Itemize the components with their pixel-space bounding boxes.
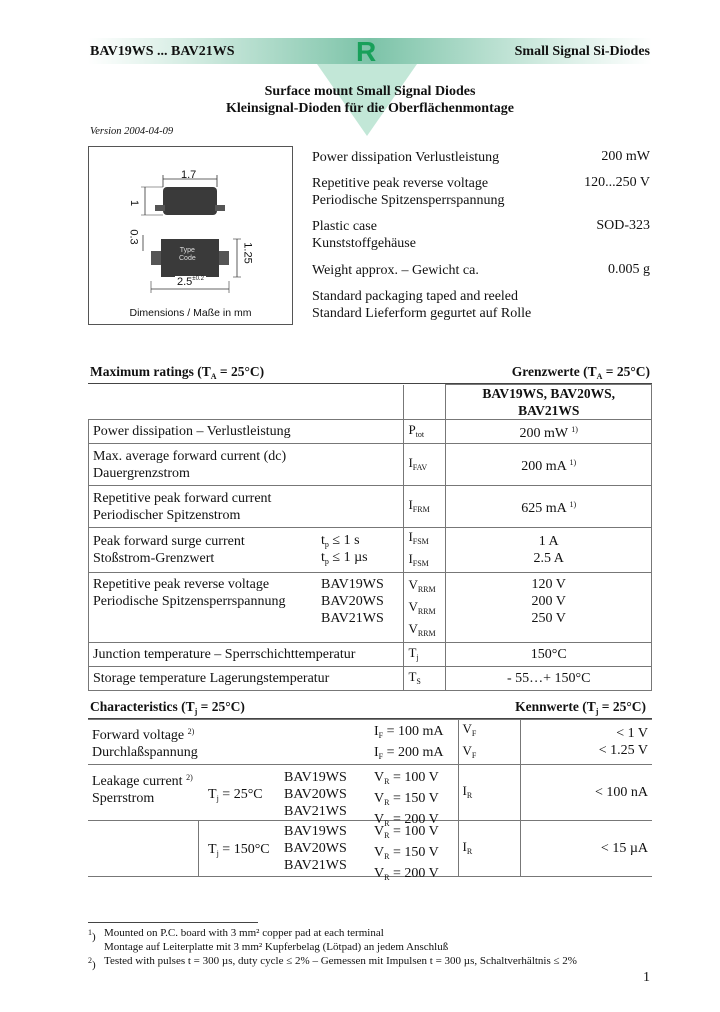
- fwd-values: [520, 720, 652, 765]
- symbol-main: V: [408, 599, 418, 614]
- value-text: 200 mA: [521, 459, 566, 474]
- footnote-2-text: Tested with pulses t = 300 µs, duty cycle ≤ 2% – Gemessen mit Impulsen t = 300 µs, Schaltverhältnis ≤ 2%: [104, 955, 577, 967]
- char-title-de: [515, 699, 646, 716]
- footnote-ref: 2: [187, 727, 192, 736]
- max-title-de-sub: A: [596, 372, 603, 381]
- char-title-tail: = 25°C): [197, 699, 245, 714]
- row-value: [446, 573, 652, 643]
- max-title-de-tail: = 25°C): [602, 364, 650, 379]
- row-value: [446, 420, 652, 444]
- type-name: BAV21WS: [284, 804, 347, 819]
- dimension-caption: Dimensions / Maße in mm: [129, 307, 252, 319]
- value-text: 200 mW: [519, 426, 568, 441]
- spec-packaging: [312, 288, 531, 322]
- spec-vrrm-de: Periodische Spitzensperrspannung: [312, 193, 505, 208]
- row-label: [89, 573, 404, 643]
- cond-text: = 200 V: [389, 866, 439, 881]
- row-symbol: [404, 486, 446, 528]
- leak-symbol-25: $I_R$: [458, 765, 520, 821]
- leak-types-150: [284, 823, 347, 874]
- row-label: Storage temperature Lagerungstemperatur: [89, 667, 404, 691]
- footnote-2-marker: $^2$): [88, 956, 96, 971]
- max-title-tail: = 25°C): [216, 364, 265, 379]
- footnote-ref: 1: [569, 500, 574, 509]
- row-label: Junction temperature – Sperrschichttemperatur: [89, 643, 404, 667]
- type-name: BAV19WS: [321, 577, 384, 592]
- leak-value-150: < 15 µA: [520, 821, 652, 877]
- row-value: 150°C: [446, 643, 652, 667]
- table-row: [89, 667, 652, 691]
- footnote-paren: ): [190, 773, 193, 782]
- spec-case-value: SOD-323: [596, 218, 650, 233]
- char-title-de-text: Kennwerte (T: [515, 699, 596, 714]
- cond-tail: ≤ 1 s: [328, 533, 360, 548]
- symbol-main: I: [408, 496, 413, 512]
- spec-case-de: Kunststoffgehäuse: [312, 236, 416, 251]
- spec-case: [312, 218, 416, 252]
- temp-text: = 150°C: [218, 842, 270, 857]
- table-row: [89, 528, 652, 573]
- row-label: [89, 528, 404, 573]
- footnote-1-de: Montage auf Leiterplatte mit 3 mm² Kupferbelag (Lötpad) an jedem Anschluß: [104, 941, 449, 953]
- symbol-sub: FSM: [412, 559, 429, 568]
- spec-packaging-en: Standard packaging taped and reeled: [312, 289, 519, 304]
- marking-line-2: Code: [179, 255, 196, 262]
- cond-text: = 200 V: [389, 812, 439, 827]
- spec-weight: Weight approx. – Gewicht ca.: [312, 263, 479, 278]
- title-en: Surface mount Small Signal Diodes: [264, 84, 476, 99]
- footnote-ref: 2: [186, 773, 191, 782]
- table-row: [88, 765, 652, 821]
- leak-symbol-150: $I_R$: [458, 821, 520, 877]
- leak-label-cell: [88, 765, 458, 828]
- cond-text: = 100 V: [389, 770, 439, 785]
- symbol-sub: RRM: [417, 585, 436, 594]
- label-de: Periodischer Spitzenstrom: [93, 507, 241, 523]
- leak-label-text: Leakage current: [92, 774, 183, 789]
- header-part-range: BAV19WS ... BAV21WS: [90, 44, 235, 59]
- characteristics-table: [88, 719, 652, 882]
- leak-value-25: < 100 nA: [520, 765, 652, 821]
- row-value: [446, 528, 652, 573]
- condition-2: [321, 549, 368, 570]
- table-row: [89, 385, 652, 420]
- dim-lead: 0.3: [127, 229, 140, 245]
- symbol-main: V: [408, 621, 418, 636]
- type-name: BAV21WS: [284, 858, 347, 873]
- leak-label-de: Sperrstrom: [92, 791, 155, 806]
- char-title-de-tail: = 25°C): [598, 699, 646, 714]
- symbol-sub: S: [416, 676, 421, 686]
- type-name: BAV19WS: [284, 770, 347, 785]
- row-symbol: [404, 643, 446, 667]
- row-symbol: [404, 444, 446, 486]
- table-row: [88, 821, 652, 877]
- row-symbol: [404, 667, 446, 691]
- dim-length: [175, 276, 206, 288]
- label-en: Peak forward surge current: [93, 534, 245, 549]
- table-row: [88, 720, 652, 765]
- footnote-ref: 1: [571, 425, 576, 434]
- row-symbol: [404, 573, 446, 643]
- header-category: Small Signal Si-Diodes: [514, 44, 650, 59]
- dim-height: 1: [128, 199, 141, 207]
- symbol-sub: RRM: [417, 629, 436, 638]
- footnote-1-en: Mounted on P.C. board with 3 mm² copper pad at each terminal: [104, 927, 384, 939]
- symbol-sub: FSM: [412, 537, 429, 546]
- page-number: 1: [643, 970, 650, 985]
- label-en: Max. average forward current (dc): [93, 448, 287, 464]
- symbol-main: I: [408, 551, 413, 566]
- row-value: - 55…+ 150°C: [446, 667, 652, 691]
- char-title-de-sub: j: [595, 707, 599, 716]
- table-row: [89, 420, 652, 444]
- fwd-label-cell: [88, 720, 458, 765]
- spec-power: Power dissipation Verlustleistung: [312, 150, 500, 165]
- spec-vrrm-en: Repetitive peak reverse voltage: [312, 176, 489, 191]
- table-row: [89, 573, 652, 643]
- row-label: Power dissipation – Verlustleistung: [89, 420, 404, 444]
- row-label: [89, 486, 404, 528]
- cond-sub: p: [324, 540, 329, 549]
- dim-width: 1.7: [181, 169, 197, 181]
- label-en: Repetitive peak forward current: [93, 490, 272, 506]
- max-ratings-title: [90, 364, 264, 381]
- value-text: 200 V: [531, 594, 566, 609]
- fwd-cond-1: $I_F = 100$ mA: [374, 724, 444, 740]
- fwd-label-text: Forward voltage: [92, 728, 185, 743]
- value-text: 2.5 A: [533, 551, 564, 566]
- footnote-paren: ): [575, 425, 578, 434]
- value-text: 120 V: [531, 577, 566, 592]
- cond-text: = 100 V: [389, 824, 439, 839]
- symbol-main: P: [408, 421, 416, 437]
- footnote-rule: [88, 922, 258, 923]
- symbol-main: T: [408, 668, 417, 684]
- title-de: Kleinsignal-Dioden für die Oberflächenmontage: [226, 101, 514, 116]
- dimension-drawing: [88, 146, 293, 325]
- max-title-en: Maximum ratings (T: [90, 364, 211, 379]
- value-text: 250 V: [531, 611, 566, 626]
- char-title-en: Characteristics (T: [90, 699, 195, 714]
- spec-packaging-de: Standard Lieferform gegurtet auf Rolle: [312, 306, 532, 321]
- row-symbol: [404, 528, 446, 573]
- cond-sym: t: [321, 550, 325, 565]
- types-header: BAV19WS, BAV20WS, BAV21WS: [446, 385, 652, 420]
- value-text: < 1.25 V: [598, 743, 648, 758]
- symbol-sub: RRM: [417, 607, 436, 616]
- char-title: [90, 699, 245, 716]
- symbol-main: I: [408, 529, 413, 544]
- value-text: < 1 V: [616, 726, 648, 741]
- row-label: [89, 444, 404, 486]
- leak-temp-150: $T_j = 150^\circ C$: [208, 842, 270, 858]
- char-title-sub: j: [194, 707, 198, 716]
- leak150-label-cell: [88, 821, 458, 882]
- logo-arrow-shape: [317, 64, 417, 136]
- row-symbol: [404, 420, 446, 444]
- logo-letter: R: [356, 36, 377, 67]
- row-value: [446, 444, 652, 486]
- leak-types-25: [284, 769, 347, 820]
- marking-line-1: Type: [179, 247, 195, 254]
- value-text: 625 mA: [521, 501, 566, 516]
- footnote-1-marker: $^1$): [88, 928, 96, 943]
- symbol-main: I: [408, 454, 413, 470]
- table-row: [89, 444, 652, 486]
- cond-text: = 100 mA: [383, 724, 444, 739]
- label-de: Periodische Spitzensperrspannung: [93, 594, 286, 609]
- type-name: BAV20WS: [284, 841, 347, 856]
- row-value: [446, 486, 652, 528]
- symbol-sub: FAV: [412, 462, 428, 472]
- dim-depth: 1.25: [241, 242, 254, 264]
- temp-text: = 25°C: [218, 787, 263, 802]
- table-row: [89, 643, 652, 667]
- spec-vrrm-value: 120...250 V: [584, 175, 650, 190]
- label-de: Dauergrenzstrom: [93, 465, 190, 481]
- label-en: Repetitive peak reverse voltage: [93, 577, 270, 592]
- leak-volts-150: $V_R = 100$ V $V_R = 150$ V $V_R = 200$ V: [374, 824, 439, 882]
- dim-length-value: 2.5: [177, 276, 193, 288]
- footnote-1-text: [104, 926, 448, 954]
- version-label: Version 2004-04-09: [90, 126, 174, 137]
- max-title-de: Grenzwerte (T: [511, 364, 597, 379]
- spec-vrrm: [312, 175, 504, 209]
- symbol-main: T: [408, 644, 417, 660]
- cond-tail: ≤ 1 µs: [328, 550, 368, 565]
- max-ratings-table: [88, 384, 652, 691]
- cond-text: = 150 V: [389, 845, 439, 860]
- footnote-paren: ): [573, 500, 577, 509]
- value-text: 1 A: [538, 534, 559, 549]
- cond-sub: p: [324, 557, 329, 566]
- symbol-sub: FRM: [412, 504, 430, 514]
- type-name: BAV21WS: [321, 611, 384, 626]
- spec-weight-value: 0.005 g: [608, 262, 650, 277]
- table-row: [89, 486, 652, 528]
- spec-power-value: 200 mW: [601, 149, 650, 164]
- cond-text: = 200 mA: [383, 745, 444, 760]
- type-name: BAV20WS: [284, 787, 347, 802]
- type-name: BAV20WS: [321, 594, 384, 609]
- footnote-paren: ): [191, 727, 195, 736]
- leak-volts-25: $V_R = 100$ V $V_R = 150$ V $V_R = 200$ V: [374, 770, 439, 828]
- symbol-main: V: [408, 577, 418, 592]
- type-name: BAV19WS: [284, 824, 347, 839]
- max-title-sub: A: [210, 372, 217, 381]
- cond-text: = 150 V: [389, 791, 439, 806]
- footnote-paren: ): [573, 458, 577, 467]
- marking-text: [179, 247, 196, 263]
- type-list: [321, 576, 384, 627]
- symbol-sub: tot: [415, 429, 425, 439]
- leak-temp-25: $T_j = 25^\circ C$: [208, 787, 263, 803]
- inner-divider: [198, 821, 199, 877]
- fwd-symbol: $V_F$ $V_F$: [458, 720, 520, 765]
- footnote-ref: 1: [569, 458, 574, 467]
- spec-case-en: Plastic case: [312, 219, 377, 234]
- fwd-cond-2: $I_F = 200$ mA: [374, 745, 444, 761]
- cond-sym: t: [321, 533, 325, 548]
- max-ratings-title-de: [512, 364, 650, 381]
- fwd-conditions: [374, 723, 444, 765]
- symbol-sub: j: [416, 652, 419, 662]
- label-de: Stoßstrom-Grenzwert: [93, 551, 215, 566]
- company-logo: [356, 36, 382, 70]
- dim-length-tol: ±0.2: [192, 276, 204, 282]
- fwd-label-de: Durchlaßspannung: [92, 745, 198, 760]
